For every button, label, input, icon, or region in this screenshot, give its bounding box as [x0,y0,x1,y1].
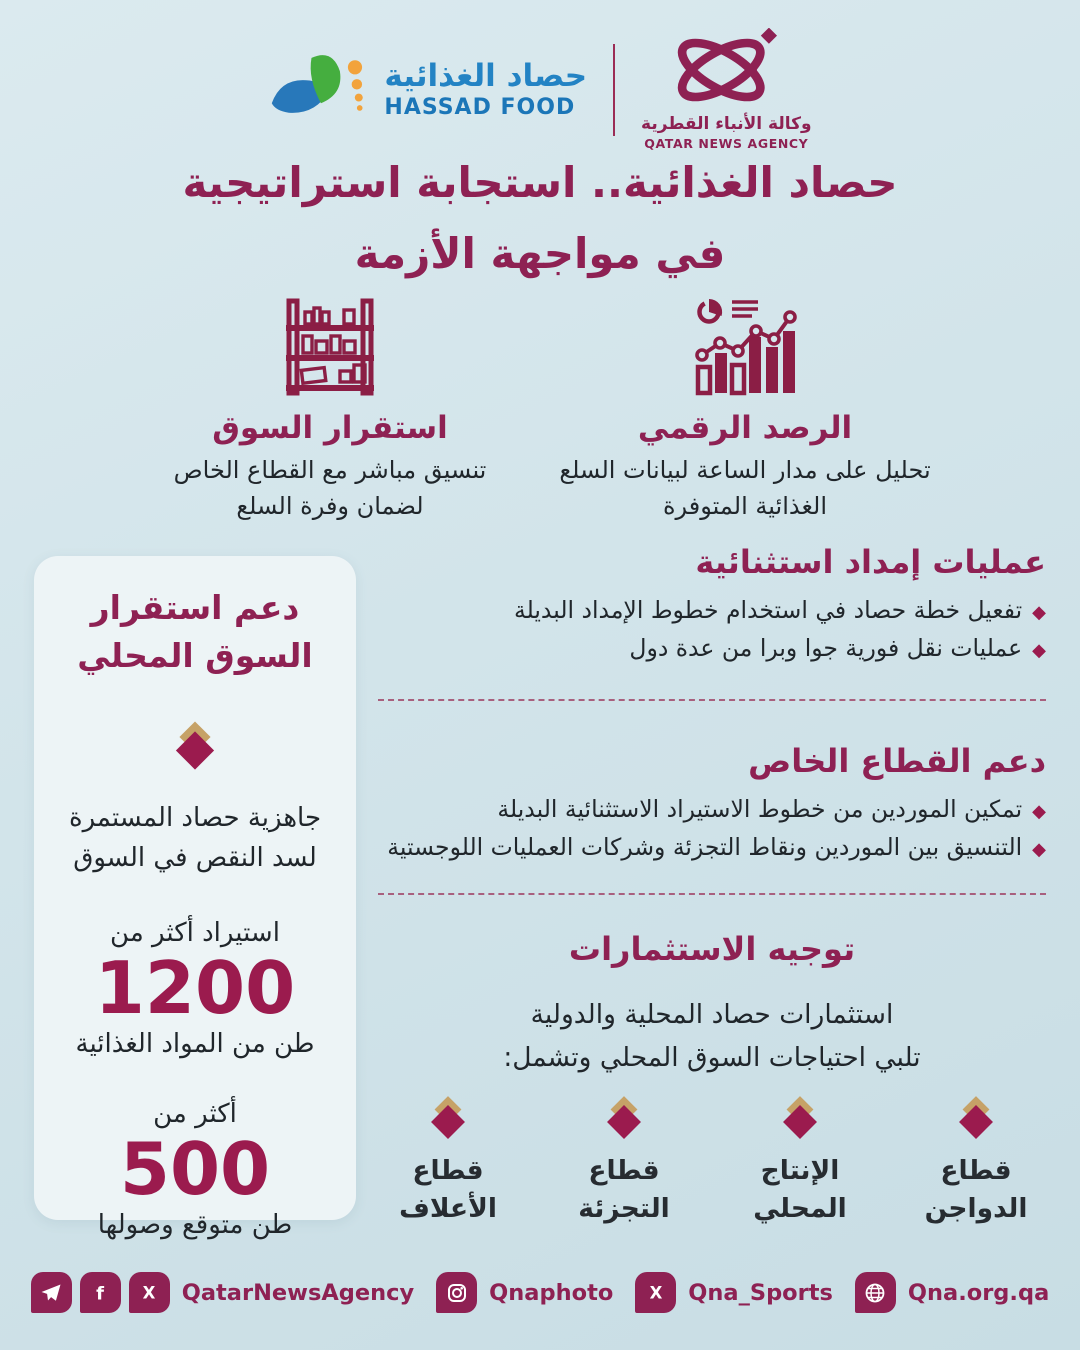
hassad-food-logo [268,46,587,134]
expected-label: أكثر من [153,1098,237,1129]
section-investments [378,930,1046,1080]
sector-label: قطاع الدواجن [924,1155,1028,1225]
logo-divider [613,44,615,136]
expected-unit: طن متوقع وصولها [97,1209,293,1240]
page-title [0,148,1080,289]
telegram-icon [31,1272,72,1313]
qna-english-name: QATAR NEWS AGENCY [644,136,809,151]
qna-arabic-name: وكالة الأنباء القطرية [641,114,812,134]
expected-value: 500 [119,1126,271,1211]
page-title-line2: في مواجهة الأزمة [354,228,726,278]
feature-body: تحليل على مدار الساعة لبيانات السلع الغذائية المتوفرة [559,456,931,520]
feature-heading: الرصد الرقمي [637,410,853,446]
diamond-icon [431,1098,465,1140]
shelf-icon [284,298,376,396]
x-icon [129,1272,170,1313]
qna-logo [641,28,812,151]
bullet-item [378,828,1046,866]
bullet-item [378,629,1046,667]
hassad-leaf-icon [268,46,372,134]
svg-text:X: X [142,1283,156,1302]
diamond-bullet-icon: ◆ [1032,602,1046,623]
x-handle: Qna_Sports [688,1279,833,1306]
instagram-icon [436,1272,477,1313]
diamond-bullet-icon: ◆ [1032,839,1046,861]
feature-body: تنسيق مباشر مع القطاع الخاص لضمان وفرة السلع [173,456,487,520]
sector-label: قطاع الأعلاف [399,1155,497,1225]
diamond-bullet-icon: ◆ [1032,640,1046,662]
x-sports-icon [635,1272,676,1313]
bullet-text: تفعيل خطة حصاد في استخدام خطوط الإمداد البديلة [514,596,1023,624]
diamond-icon [607,1098,641,1140]
hassad-english-name: HASSAD FOOD [384,94,576,120]
investments-heading: توجيه الاستثمارات [568,930,856,968]
bullet-item [378,591,1046,629]
instagram-handle: Qnaphoto [489,1279,614,1306]
investments-body [378,994,1046,1080]
investments-body-line2: تلبي احتياجات السوق المحلي وتشمل: [503,1041,921,1073]
section-heading: دعم القطاع الخاص [748,742,1046,780]
facebook-icon [80,1272,121,1313]
svg-text:X: X [649,1283,663,1302]
import-label: استيراد أكثر من [110,918,280,949]
sector-feed [372,1098,524,1229]
import-value: 1200 [94,946,296,1031]
import-unit: طن من المواد الغذائية [75,1028,315,1059]
feature-market-stability [120,296,540,524]
diamond-icon [175,724,215,772]
page-title-line1: حصاد الغذائية.. استجابة استراتيجية [182,158,898,207]
globe-icon [855,1272,896,1313]
hassad-arabic-name: حصاد الغذائية [384,58,588,95]
investments-body-line1: استثمارات حصاد المحلية والدولية [530,999,894,1030]
sector-poultry [900,1098,1052,1229]
diamond-icon [783,1098,817,1140]
website-url: Qna.org.qa [907,1279,1050,1306]
card-readiness-text: جاهزية حصاد المستمرة لسد النقص في السوق [68,802,322,873]
sector-label: الإنتاج المحلي [753,1155,847,1225]
bullet-text: عمليات نقل فورية جوا وبرا من عدة دول [629,634,1023,663]
sector-label: قطاع التجزئة [578,1155,670,1225]
investment-sectors [372,1098,1052,1229]
footer-social-bar [0,1272,1080,1313]
sector-local-production [724,1098,876,1229]
analytics-chart-icon [692,297,798,397]
section-exceptional-supply [378,543,1046,667]
card-title-line2: السوق المحلي [77,635,313,675]
svg-text:f: f [96,1283,105,1304]
social-handle: QatarNewsAgency [181,1279,415,1306]
dashed-divider [378,893,1046,895]
feature-digital-monitoring [535,296,955,524]
dashed-divider [378,699,1046,701]
section-heading: عمليات إمداد استثنائية [695,543,1046,581]
diamond-icon [959,1098,993,1140]
diamond-bullet-icon: ◆ [1032,801,1046,822]
section-private-sector [378,742,1046,866]
bullet-text: التنسيق بين الموردين ونقاط التجزئة وشركات العمليات اللوجستية [387,833,1023,862]
card-title-line1: دعم استقرار [90,588,300,627]
sector-retail [548,1098,700,1229]
qna-emblem-icon [664,28,788,112]
card-title [34,556,356,680]
bullet-text: تمكين الموردين من خطوط الاستيراد الاستثنائية البديلة [497,795,1023,823]
local-market-support-card [34,556,356,1240]
header [0,28,1080,151]
feature-heading: استقرار السوق [212,410,448,446]
bullet-item [378,790,1046,828]
